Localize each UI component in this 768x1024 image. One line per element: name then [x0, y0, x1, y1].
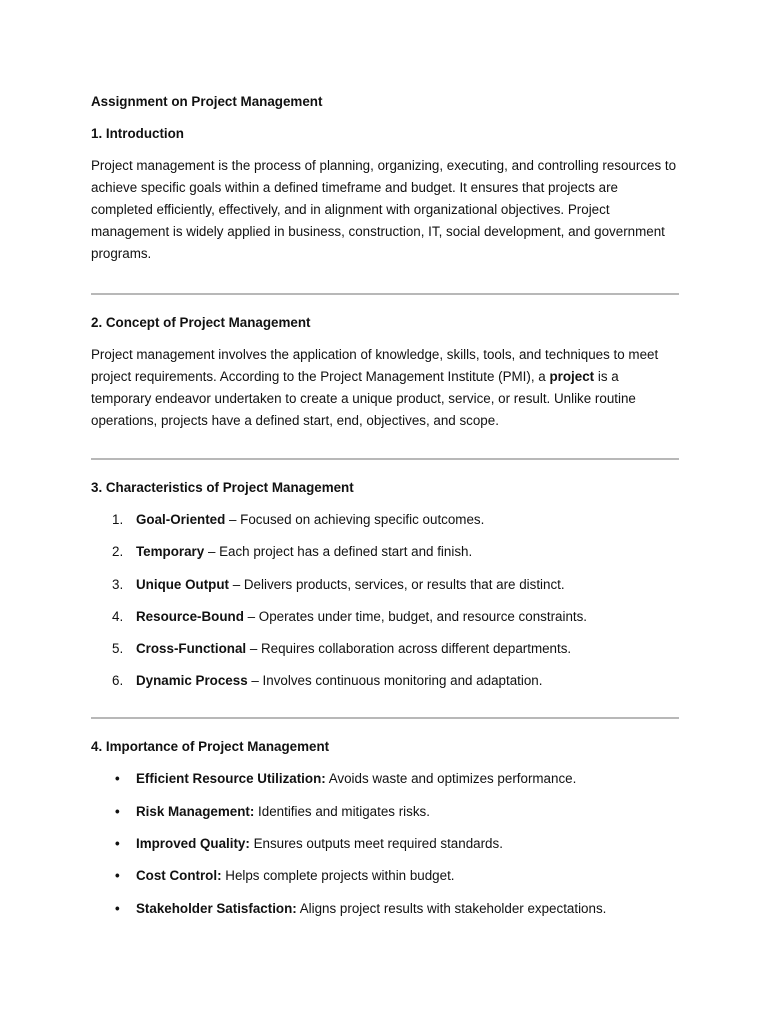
list-item	[91, 574, 679, 596]
section-divider	[91, 293, 679, 295]
section-divider	[91, 717, 679, 719]
section-heading-introduction: 1. Introduction	[91, 126, 184, 141]
concept-text-after: is a temporary endeavor undertaken to create a unique product, service, or result. Unlike routine operations, projects have a defined start, end, objectives, and scope.	[91, 369, 636, 428]
bullet-icon: •	[115, 868, 120, 884]
bullet-icon: •	[115, 836, 120, 852]
list-item-description: Avoids waste and optimizes performance.	[325, 771, 577, 787]
list-item-term: Resource-Bound	[136, 608, 244, 624]
list-number: 1.	[112, 512, 124, 527]
list-item	[91, 898, 679, 920]
section-heading-characteristics: 3. Characteristics of Project Management	[91, 480, 354, 495]
list-number: 4.	[112, 608, 124, 624]
list-item	[91, 638, 679, 660]
list-item	[91, 606, 679, 628]
list-item-term: Cost Control:	[136, 868, 222, 884]
list-item-term: Risk Management:	[136, 803, 255, 819]
list-item-description: Ensures outputs meet required standards.	[249, 836, 503, 852]
list-item-term: Cross-Functional	[136, 641, 247, 657]
list-item	[91, 801, 679, 823]
list-number: 6.	[112, 673, 124, 689]
list-item-term: Unique Output	[136, 576, 229, 592]
section-heading-importance: 4. Importance of Project Management	[91, 739, 330, 755]
list-item-term: Goal-Oriented	[136, 512, 226, 527]
list-item-description: – Each project has a defined start and finish.	[204, 544, 473, 560]
importance-list	[91, 768, 679, 919]
document-title: Assignment on Project Management	[91, 94, 323, 109]
list-item-term: Temporary	[136, 544, 205, 560]
list-item	[91, 833, 679, 855]
bullet-icon: •	[115, 900, 120, 916]
list-item-term: Stakeholder Satisfaction:	[136, 900, 297, 916]
list-number: 2.	[112, 544, 124, 560]
list-item-description: – Operates under time, budget, and resource constraints.	[243, 608, 588, 624]
bullet-icon: •	[115, 803, 120, 819]
characteristics-list	[91, 509, 679, 692]
list-item-description: – Focused on achieving specific outcomes.	[225, 512, 485, 527]
list-item-term: Improved Quality:	[136, 836, 250, 852]
concept-paragraph	[91, 344, 679, 432]
list-item	[91, 768, 679, 790]
list-item	[91, 541, 679, 563]
list-number: 5.	[112, 641, 124, 657]
bullet-icon: •	[115, 771, 120, 787]
document-content	[91, 91, 679, 945]
section-heading-concept: 2. Concept of Project Management	[91, 315, 311, 330]
list-number: 3.	[112, 576, 124, 592]
list-item-description: Helps complete projects within budget.	[221, 868, 455, 884]
list-item-term: Efficient Resource Utilization:	[136, 771, 326, 787]
list-item-description: – Delivers products, services, or results that are distinct.	[228, 576, 565, 592]
list-item-description: – Involves continuous monitoring and adaptation.	[247, 673, 543, 689]
list-item-description: Identifies and mitigates risks.	[254, 803, 430, 819]
introduction-paragraph: Project management is the process of planning, organizing, executing, and controlling resources to achieve specific goals within a defined timeframe and budget. It ensures that projects are completed efficiently, effectively, and in alignment with organizational objectives. Project management is widely applied in business, construction, IT, social development, and government programs.	[91, 158, 677, 261]
list-item	[91, 509, 679, 531]
concept-text-before: Project management involves the application of knowledge, skills, tools, and techniques to meet project requirements. According to the Project Management Institute (PMI), a	[91, 347, 659, 384]
list-item	[91, 865, 679, 887]
list-item-term: Dynamic Process	[136, 673, 248, 689]
list-item	[91, 670, 679, 692]
section-divider	[91, 458, 679, 460]
list-item-description: Aligns project results with stakeholder expectations.	[296, 900, 607, 916]
concept-bold-term: project	[549, 369, 595, 384]
list-item-description: – Requires collaboration across different departments.	[246, 641, 572, 657]
